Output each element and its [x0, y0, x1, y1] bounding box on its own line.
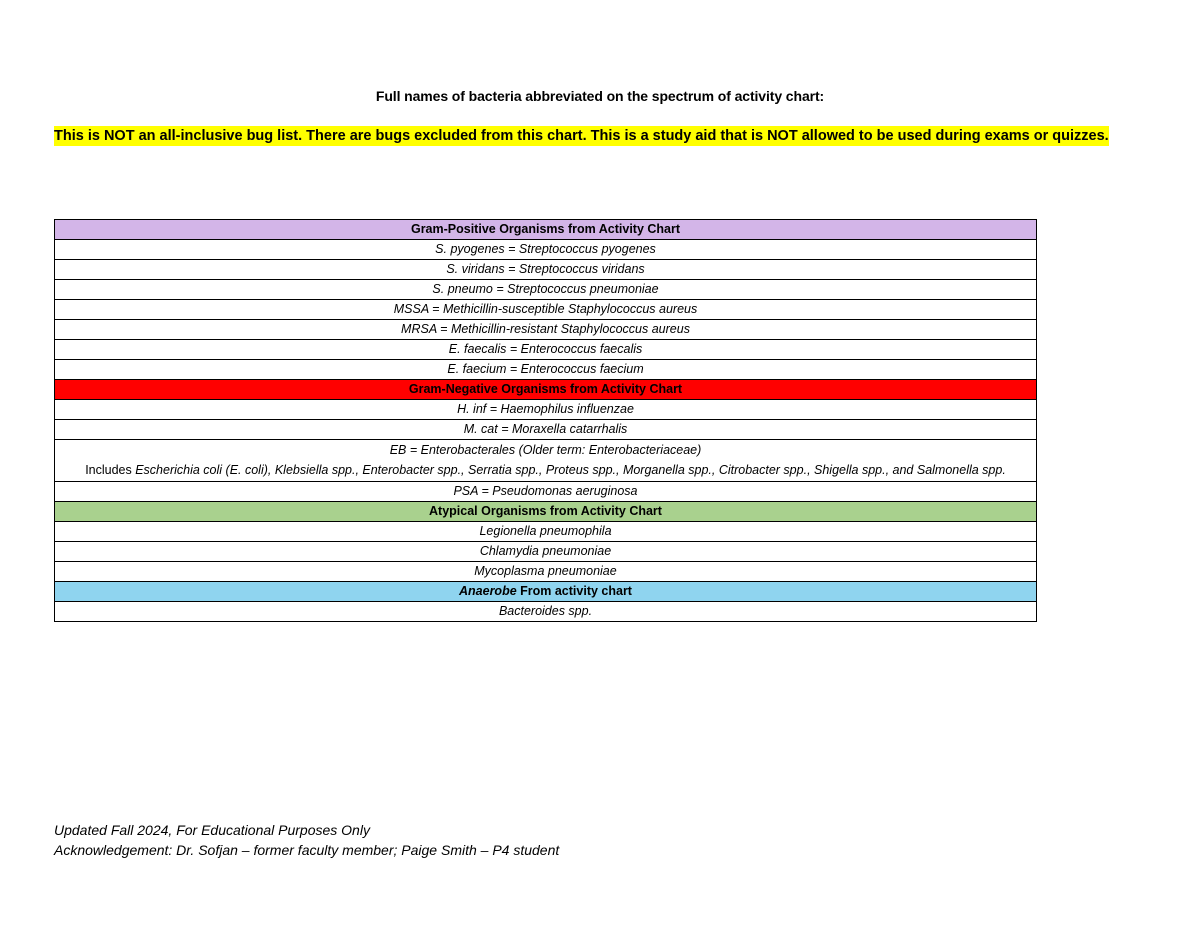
- table-row: [55, 260, 1037, 280]
- atypical-header: Atypical Organisms from Activity Chart: [55, 502, 1037, 522]
- anaerobe-header: [55, 582, 1037, 602]
- enterobacterales-row: [55, 440, 1037, 482]
- footer-acknowledgement: Acknowledgement: Dr. Sofjan – former faculty member; Paige Smith – P4 student: [54, 842, 560, 858]
- table-row: [55, 280, 1037, 300]
- includes-prefix: Includes: [85, 462, 136, 477]
- table-cell: M. cat = Moraxella catarrhalis: [55, 420, 1037, 440]
- footer: [54, 820, 559, 860]
- table-cell: MRSA = Methicillin-resistant Staphylococcus aureus: [55, 320, 1037, 340]
- enterobacterales-includes: [59, 461, 1032, 481]
- table-row: [55, 400, 1037, 420]
- table-row: [55, 420, 1037, 440]
- table-row: [55, 300, 1037, 320]
- table-cell: Chlamydia pneumoniae: [55, 542, 1037, 562]
- table-cell: Mycoplasma pneumoniae: [55, 562, 1037, 582]
- gram-positive-header-row: [55, 220, 1037, 240]
- table-cell: E. faecium = Enterococcus faecium: [55, 360, 1037, 380]
- table-row: [55, 240, 1037, 260]
- table-cell: PSA = Pseudomonas aeruginosa: [55, 482, 1037, 502]
- table-row: [55, 602, 1037, 622]
- warning-notice: [54, 123, 1144, 149]
- table-cell: MSSA = Methicillin-susceptible Staphylococcus aureus: [55, 300, 1037, 320]
- table-cell: H. inf = Haemophilus influenzae: [55, 400, 1037, 420]
- atypical-header-row: [55, 502, 1037, 522]
- gram-positive-header: Gram-Positive Organisms from Activity Chart: [55, 220, 1037, 240]
- table-cell: E. faecalis = Enterococcus faecalis: [55, 340, 1037, 360]
- table-row: [55, 360, 1037, 380]
- anaerobe-header-italic: Anaerobe: [459, 584, 517, 598]
- table-cell: Legionella pneumophila: [55, 522, 1037, 542]
- gram-negative-header-row: [55, 380, 1037, 400]
- anaerobe-header-row: [55, 582, 1037, 602]
- table-row: [55, 340, 1037, 360]
- table-row: [55, 522, 1037, 542]
- warning-highlight-text: This is NOT an all-inclusive bug list. There are bugs excluded from this chart. This is a study aid that is NOT allowed to be used during exams or quizzes.: [54, 128, 1109, 144]
- table-cell: S. pneumo = Streptococcus pneumoniae: [55, 280, 1037, 300]
- table-row: [55, 542, 1037, 562]
- table-cell: S. pyogenes = Streptococcus pyogenes: [55, 240, 1037, 260]
- includes-list: Escherichia coli (E. coli), Klebsiella spp., Enterobacter spp., Serratia spp., Proteus spp., Morganella spp., Citrobacter spp., Shigella spp., and Salmonella spp.: [135, 462, 1006, 477]
- organism-table: [54, 219, 1037, 622]
- table-row: [55, 320, 1037, 340]
- enterobacterales-definition: EB = Enterobacterales (Older term: Enterobacteriaceae): [389, 443, 702, 457]
- table-cell: Bacteroides spp.: [55, 602, 1037, 622]
- page-title: Full names of bacteria abbreviated on the spectrum of activity chart:: [375, 88, 825, 104]
- table-row: [55, 482, 1037, 502]
- enterobacterales-cell: [55, 440, 1037, 482]
- gram-negative-header: Gram-Negative Organisms from Activity Chart: [55, 380, 1037, 400]
- table-row: [55, 562, 1037, 582]
- footer-updated: Updated Fall 2024, For Educational Purposes Only: [54, 822, 370, 838]
- table-cell: S. viridans = Streptococcus viridans: [55, 260, 1037, 280]
- anaerobe-header-rest: From activity chart: [516, 584, 632, 598]
